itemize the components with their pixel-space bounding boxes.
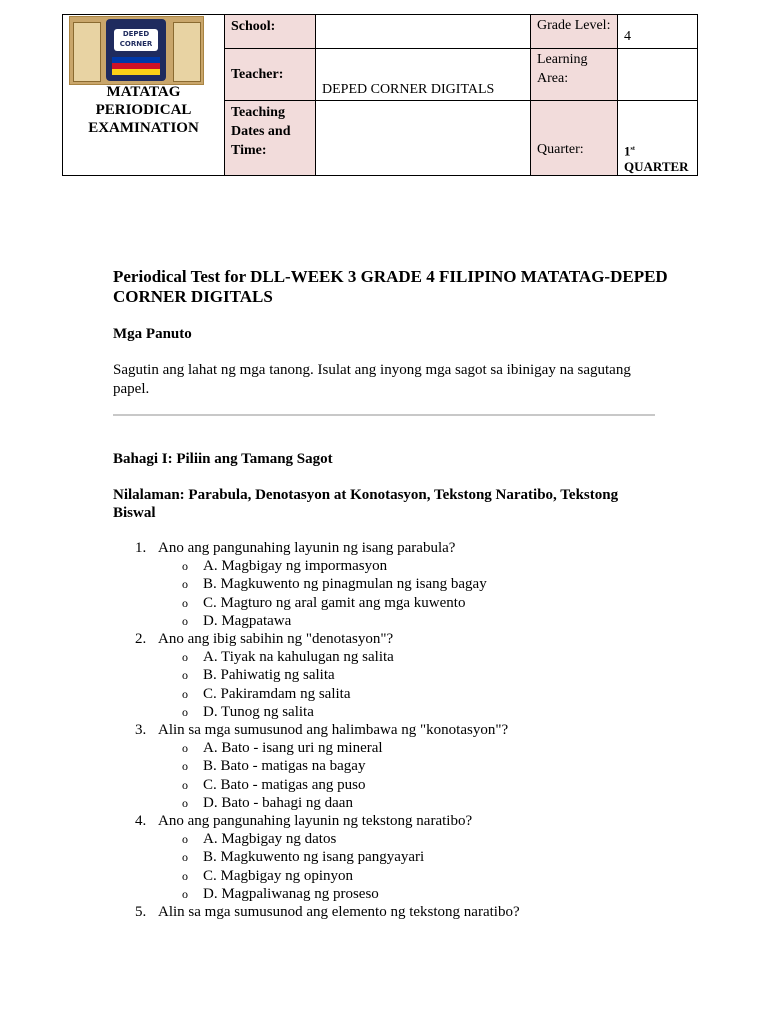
option-item: [158, 685, 673, 703]
quarter-label: Quarter:: [531, 101, 618, 176]
option-text: D. Bato - bahagi ng daan: [203, 794, 353, 811]
question-text: Alin sa mga sumusunod ang halimbawa ng "konotasyon"?: [158, 722, 509, 739]
option-item: [158, 830, 673, 848]
option-list: [158, 648, 673, 721]
question-number: 3.: [135, 722, 147, 739]
option-text: B. Bato - matigas na bagay: [203, 758, 366, 775]
bullet-icon: o: [182, 595, 188, 610]
section-divider: [113, 414, 655, 416]
option-text: C. Pakiramdam ng salita: [203, 685, 351, 702]
content-line: Nilalaman: Parabula, Denotasyon at Konotasyon, Tekstong Naratibo, Tekstong Biswal: [113, 487, 619, 521]
bullet-icon: o: [182, 613, 188, 628]
bullet-icon: o: [182, 759, 188, 774]
option-text: D. Tunog ng salita: [203, 703, 314, 720]
option-item: [158, 703, 673, 721]
option-item: [158, 612, 673, 630]
option-item: [158, 648, 673, 666]
question-text: Alin sa mga sumusunod ang elemento ng tekstong naratibo?: [158, 904, 520, 921]
instructions-heading: Mga Panuto: [113, 326, 192, 342]
quarter-value-cell: [618, 101, 698, 176]
teacher-value: DEPED CORNER DIGITALS: [316, 49, 531, 101]
option-text: D. Magpatawa: [203, 612, 292, 629]
option-item: [158, 885, 673, 903]
instructions-text: Sagutin ang lahat ng mga tanong. Isulat ang inyong mga sagot sa ibinigay na sagutang papel.: [113, 362, 631, 397]
option-item: [158, 575, 673, 593]
option-list: [158, 557, 673, 630]
bullet-icon: o: [182, 850, 188, 865]
option-text: B. Magkuwento ng isang pangyayari: [203, 849, 425, 866]
question-item: [113, 630, 673, 721]
question-number: 2.: [135, 631, 147, 648]
bullet-icon: o: [182, 868, 188, 883]
bullet-icon: o: [182, 886, 188, 901]
teaching-dates-label: Teaching Dates and Time:: [225, 101, 316, 176]
bullet-icon: o: [182, 832, 188, 847]
bullet-icon: o: [182, 777, 188, 792]
option-text: C. Magturo ng aral gamit ang mga kuwento: [203, 594, 466, 611]
option-text: B. Pahiwatig ng salita: [203, 667, 335, 684]
learning-area-label: Learning Area:: [531, 49, 618, 101]
deped-corner-logo: [69, 16, 204, 85]
quarter-number: 1: [624, 143, 631, 159]
option-item: [158, 666, 673, 684]
logo-badge: DEPED CORNER: [114, 29, 158, 51]
quarter-value: QUARTER: [624, 159, 689, 175]
teacher-label: Teacher:: [225, 49, 316, 101]
option-text: C. Bato - matigas ang puso: [203, 776, 366, 793]
document-title: Periodical Test for DLL-WEEK 3 GRADE 4 FILIPINO MATATAG-DEPED CORNER DIGITALS: [113, 267, 668, 306]
option-text: D. Magpaliwanag ng proseso: [203, 885, 379, 902]
option-item: [158, 776, 673, 794]
bullet-icon: o: [182, 650, 188, 665]
option-item: [158, 739, 673, 757]
school-label: School:: [225, 15, 316, 49]
question-number: 5.: [135, 904, 147, 921]
bullet-icon: o: [182, 795, 188, 810]
bullet-icon: o: [182, 559, 188, 574]
question-list: [113, 539, 673, 921]
grade-level-label: Grade Level:: [531, 15, 618, 49]
grade-level-value: 4: [618, 15, 698, 49]
question-item: [113, 539, 673, 630]
option-text: A. Bato - isang uri ng mineral: [203, 740, 383, 757]
school-value: [316, 15, 531, 49]
option-item: [158, 557, 673, 575]
option-item: [158, 757, 673, 775]
option-text: A. Magbigay ng impormasyon: [203, 558, 388, 575]
question-item: [113, 721, 673, 812]
option-text: A. Tiyak na kahulugan ng salita: [203, 649, 394, 666]
quarter-ordinal: st: [630, 146, 635, 152]
bullet-icon: o: [182, 741, 188, 756]
option-item: [158, 848, 673, 866]
learning-area-value: [618, 49, 698, 101]
option-item: [158, 794, 673, 812]
question-text: Ano ang pangunahing layunin ng tekstong naratibo?: [158, 813, 473, 830]
option-text: B. Magkuwento ng pinagmulan ng isang bagay: [203, 576, 487, 593]
option-item: [158, 594, 673, 612]
question-text: Ano ang pangunahing layunin ng isang parabula?: [158, 540, 456, 556]
option-text: C. Magbigay ng opinyon: [203, 867, 353, 884]
question-item: [113, 903, 673, 921]
option-list: [158, 830, 673, 903]
option-item: [158, 867, 673, 885]
bullet-icon: o: [182, 577, 188, 592]
question-number: 1.: [135, 540, 147, 556]
bullet-icon: o: [182, 686, 188, 701]
option-list: [158, 739, 673, 812]
bullet-icon: o: [182, 704, 188, 719]
question-text: Ano ang ibig sabihin ng "denotasyon"?: [158, 631, 394, 648]
logo-cell: [63, 15, 225, 176]
question-number: 4.: [135, 813, 147, 830]
bullet-icon: o: [182, 668, 188, 683]
section-title: Bahagi I: Piliin ang Tamang Sagot: [113, 451, 333, 467]
header-table: [62, 14, 698, 176]
question-item: [113, 812, 673, 903]
teaching-dates-value: [316, 101, 531, 176]
exam-title: MATATAG PERIODICAL EXAMINATION: [88, 84, 199, 136]
option-text: A. Magbigay ng datos: [203, 831, 337, 848]
